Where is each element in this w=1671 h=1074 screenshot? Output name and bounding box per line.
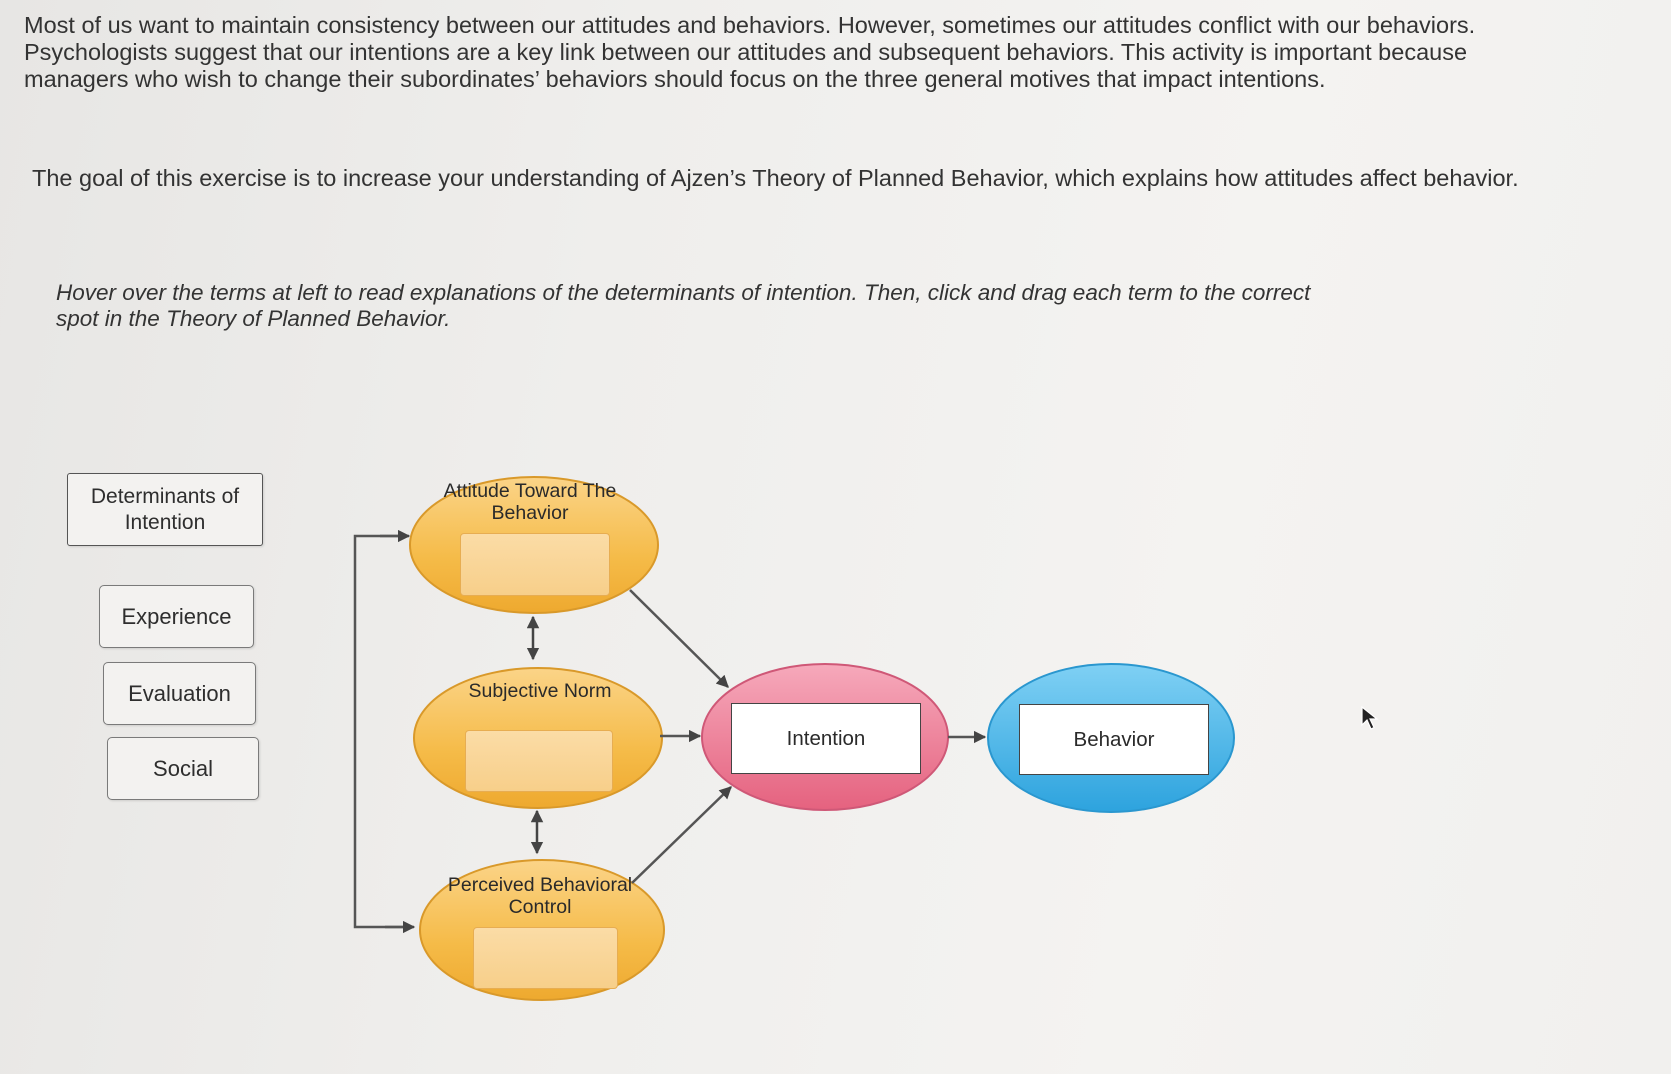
- subjective-norm-drop-zone[interactable]: [465, 730, 613, 792]
- attitude-drop-zone[interactable]: [460, 533, 610, 596]
- attitude-label: Attitude Toward The Behavior: [443, 480, 617, 524]
- subjective-norm-label: Subjective Norm: [468, 680, 612, 702]
- behavior-label: Behavior: [1019, 704, 1209, 775]
- bracket-connector: [355, 536, 412, 927]
- intro-paragraph-1: Most of us want to maintain consistency between our attitudes and behaviors. However, sometimes our attitudes conflict with our behaviors. Psychologists suggest that our intentions are a key link between our attitudes and subsequent behaviors. This activity is important because managers who wish to change their subordinates’ behaviors should focus on the three general motives that impact intentions.: [24, 12, 1476, 92]
- term-social[interactable]: Social: [107, 737, 259, 800]
- arrow-attitude-intention: [630, 590, 728, 687]
- arrow-perceived-intention: [632, 787, 731, 883]
- instructions: Hover over the terms at left to read explanations of the determinants of intention. Then, click and drag each term to the correct spot in the Theory of Planned Behavior.: [56, 280, 1311, 331]
- mouse-pointer-icon: [1360, 705, 1380, 731]
- perceived-control-label: Perceived Behavioral Control: [447, 874, 633, 918]
- perceived-control-drop-zone[interactable]: [473, 927, 618, 989]
- intro-paragraph-2: The goal of this exercise is to increase your understanding of Ajzen’s Theory of Planned Behavior, which explains how attitudes affect behavior.: [32, 165, 1519, 191]
- determinants-header: Determinants of Intention: [67, 473, 263, 546]
- term-evaluation[interactable]: Evaluation: [103, 662, 256, 725]
- intention-label: Intention: [731, 703, 921, 774]
- term-experience[interactable]: Experience: [99, 585, 254, 648]
